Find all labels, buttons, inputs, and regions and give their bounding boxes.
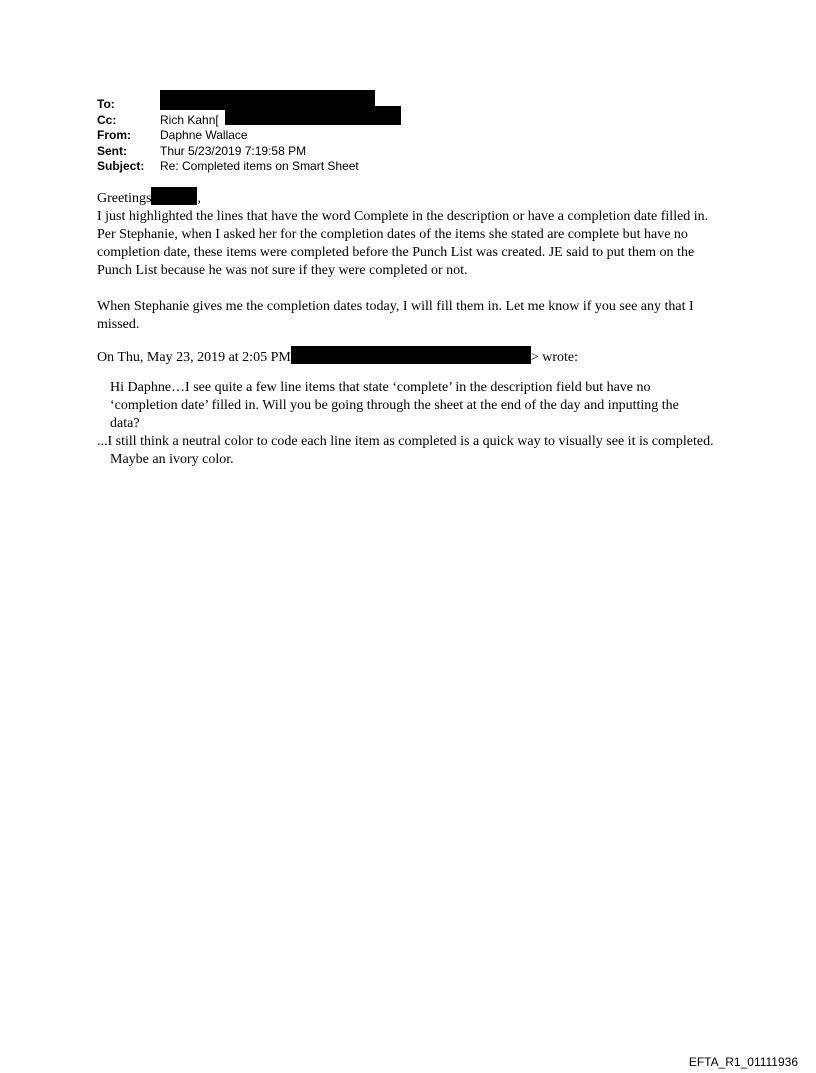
quote-intro [97, 346, 727, 367]
sent-row [97, 144, 359, 160]
to-label: To: [97, 97, 115, 111]
greeting-redaction [151, 187, 197, 205]
quoted-paragraph-2: ...I still think a neutral color to code each line item as completed is a quick way to visually see it is completed. Maybe an ivory color. [97, 434, 714, 467]
subject-label: Subject: [97, 159, 145, 173]
cc-value: Rich Kahn[ [160, 112, 219, 127]
sent-label: Sent: [97, 143, 127, 158]
email-body [97, 187, 727, 469]
sender-redaction [291, 346, 531, 364]
greeting-line [97, 187, 727, 208]
from-row [97, 128, 359, 144]
document-id: EFTA_R1_01111936 [688, 1055, 798, 1069]
quoted-paragraph-1: Hi Daphne…I see quite a few line items that state ‘complete’ in the description field but have no ‘completion date’ filled in. Will you be going through the sheet at the end of the day and inputting the data? [110, 380, 679, 431]
paragraph-spacer [97, 367, 727, 379]
subject-row [97, 159, 359, 175]
quote-intro-suffix: > wrote: [530, 350, 578, 365]
from-label: From: [97, 128, 131, 142]
sent-value: Thur 5/23/2019 7:19:58 PM [160, 143, 307, 158]
body-paragraph-2: When Stephanie gives me the completion dates today, I will fill them in. Let me know if you see any that I missed. [97, 299, 694, 332]
cc-label: Cc: [97, 112, 117, 127]
quote-intro-prefix: On Thu, May 23, 2019 at 2:05 PM [97, 350, 291, 365]
email-header [97, 97, 359, 175]
body-paragraph-1: I just highlighted the lines that have the word Complete in the description or have a completion date filled in. Per Stephanie, when I asked her for the completion dates of the items she stated are complete but have no completion date, these items were completed before the Punch List was created. JE said to put them on the Punch List because he was not sure if they were completed or not. [97, 209, 709, 278]
greeting-suffix: , [197, 191, 201, 206]
greeting-text: Greetings [97, 191, 152, 206]
subject-value: Re: Completed items on Smart Sheet [160, 159, 359, 173]
paragraph-spacer [97, 280, 727, 298]
cc-row [97, 113, 359, 129]
cc-redaction [225, 106, 401, 125]
from-value: Daphne Wallace [160, 128, 248, 142]
paragraph-spacer [97, 334, 727, 346]
